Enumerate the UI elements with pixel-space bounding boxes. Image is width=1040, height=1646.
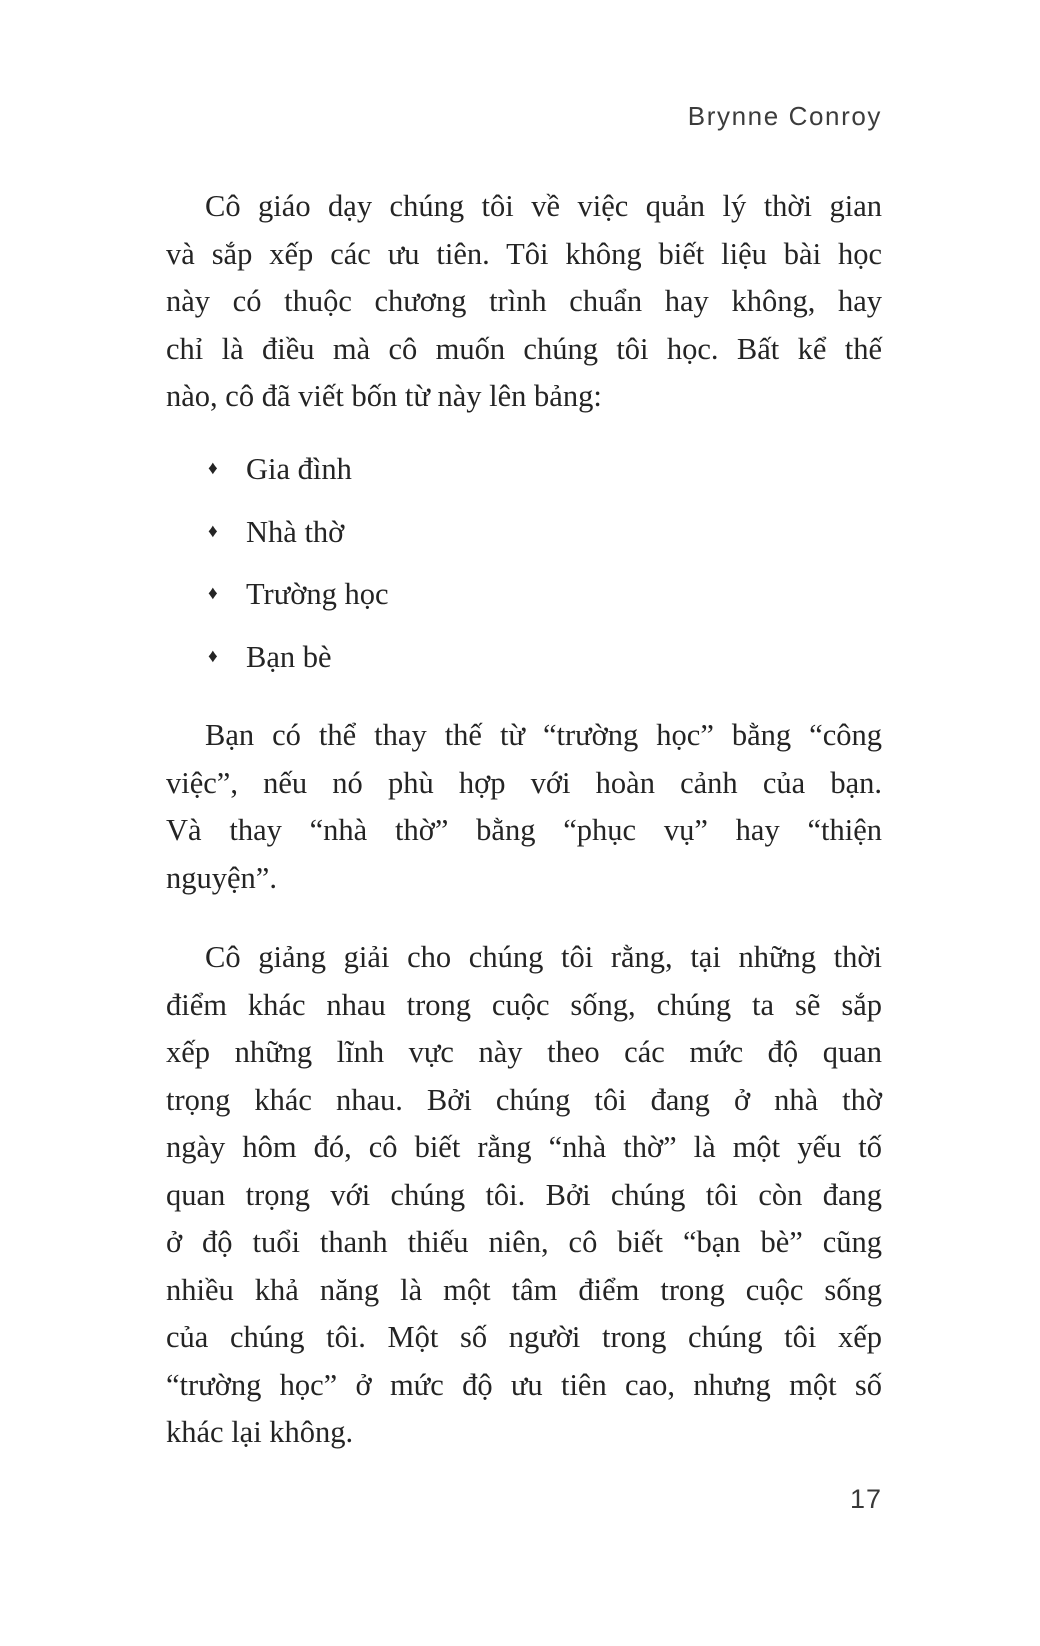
list-item-label: Gia đình <box>246 452 352 486</box>
list-item <box>166 501 882 564</box>
body-line: nhiều khả năng là một tâm điểm trong cuộc sống <box>166 1272 882 1307</box>
body-line: nào, cô đã viết bốn từ này lên bảng: <box>166 379 602 413</box>
bullet-diamond-icon: ♦ <box>208 645 218 667</box>
body-line: Bạn có thể thay thế từ “trường học” bằng “công <box>205 718 882 752</box>
list-item-label: Nhà thờ <box>246 514 345 549</box>
body-line: trọng khác nhau. Bởi chúng tôi đang ở nhà thờ <box>166 1082 882 1117</box>
body-line: này có thuộc chương trình chuẩn hay không, hay <box>166 284 882 318</box>
bullet-diamond-icon: ♦ <box>208 458 218 479</box>
paragraph <box>166 712 882 902</box>
list-item <box>166 438 882 501</box>
running-header-author: Brynne Conroy <box>687 101 882 131</box>
page-number: 17 <box>849 1484 882 1514</box>
body-line: điểm khác nhau trong cuộc sống, chúng ta sẽ sắp <box>166 987 882 1022</box>
list-item <box>166 563 882 626</box>
list-item <box>166 626 882 689</box>
list-item-label: Trường học <box>246 577 389 611</box>
paragraph <box>166 183 882 421</box>
body-line: Cô giảng giải cho chúng tôi rằng, tại những thời <box>205 940 882 974</box>
body-line: ở độ tuổi thanh thiếu niên, cô biết “bạn bè” cũng <box>166 1225 882 1259</box>
body-line: quan trọng với chúng tôi. Bởi chúng tôi còn đang <box>166 1177 882 1212</box>
body-line: chỉ là điều mà cô muốn chúng tôi học. Bất kể thế <box>166 331 882 366</box>
body-line: “trường học” ở mức độ ưu tiên cao, nhưng một số <box>166 1367 882 1402</box>
body-line: Và thay “nhà thờ” bằng “phục vụ” hay “thiện <box>166 813 882 847</box>
list-item-label: Bạn bè <box>246 639 332 674</box>
body-line: khác lại không. <box>166 1415 354 1449</box>
body-line: nguyện”. <box>166 860 277 895</box>
body-line: của chúng tôi. Một số người trong chúng tôi xếp <box>166 1320 882 1354</box>
body-line: và sắp xếp các ưu tiên. Tôi không biết liệu bài học <box>166 236 882 271</box>
body-line: Cô giáo dạy chúng tôi về việc quản lý thời gian <box>205 189 882 223</box>
body-line: việc”, nếu nó phù hợp với hoàn cảnh của bạn. <box>166 765 882 800</box>
body-line: xếp những lĩnh vực này theo các mức độ quan <box>166 1035 882 1069</box>
bullet-list <box>166 438 882 688</box>
bullet-diamond-icon: ♦ <box>208 583 218 604</box>
paragraph <box>166 934 882 1457</box>
body-line: ngày hôm đó, cô biết rằng “nhà thờ” là một yếu tố <box>166 1130 882 1164</box>
bullet-diamond-icon: ♦ <box>208 520 218 542</box>
